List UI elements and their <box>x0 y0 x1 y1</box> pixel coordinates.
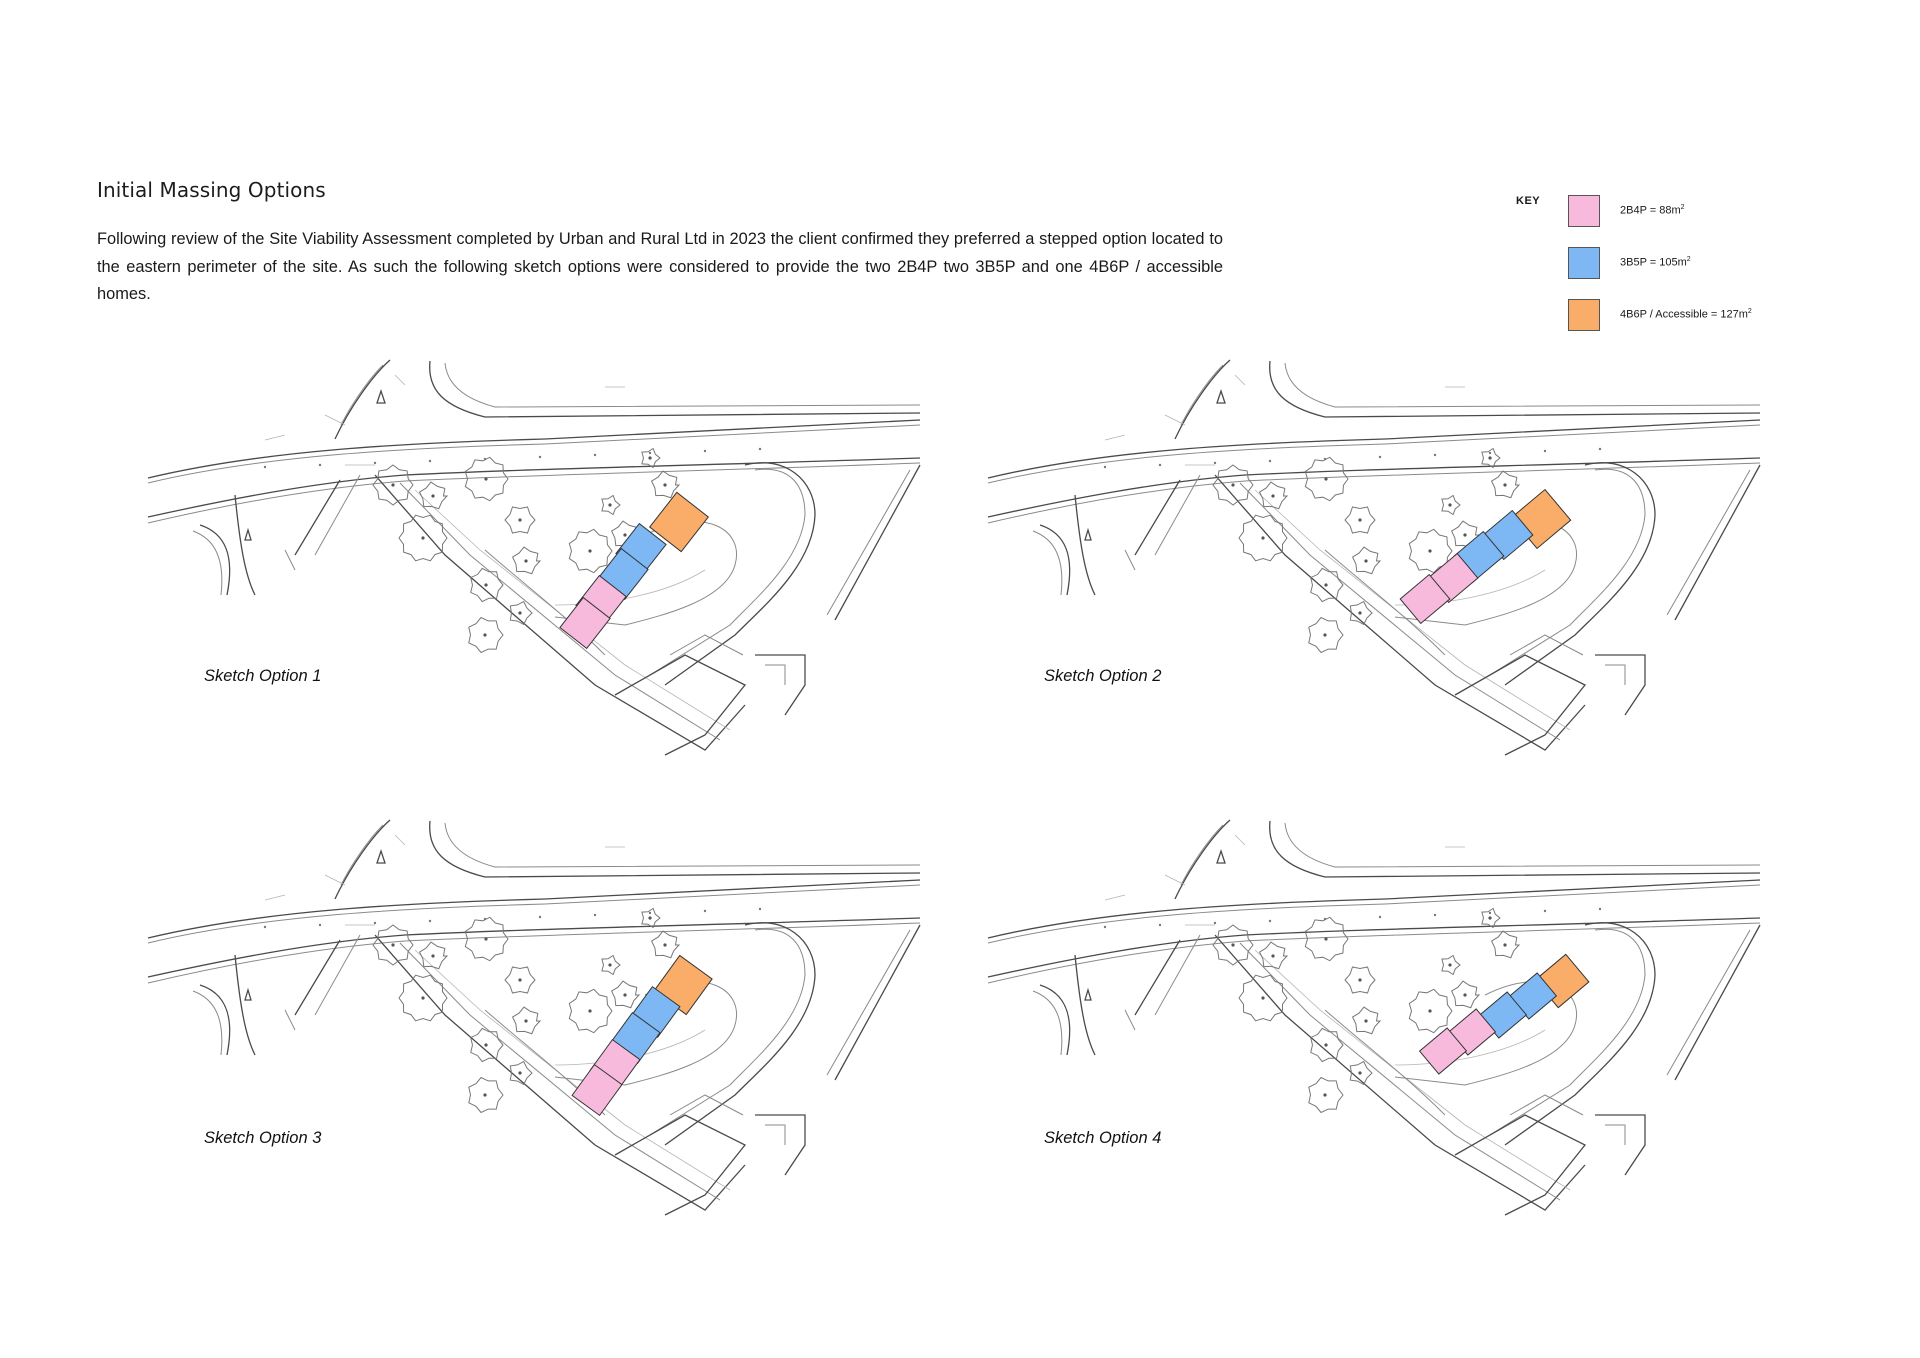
plan-line <box>1490 469 1645 675</box>
key-item-2b4p <box>1568 195 1828 227</box>
tree-trunk-icon <box>1323 633 1326 636</box>
plan-line <box>1605 1125 1625 1145</box>
tree-trunk-icon <box>1488 456 1491 459</box>
tree-trunk-icon <box>391 483 394 486</box>
tree-trunk-icon <box>431 954 434 957</box>
tree-trunk-icon <box>1358 518 1361 521</box>
plan-line <box>835 465 920 620</box>
tree-trunk-icon <box>1503 483 1506 486</box>
key-label-3b5p: $3B5P = 105m^2$ <box>1620 256 1691 269</box>
tree-trunk-icon <box>1488 916 1491 919</box>
site-plan-drawing <box>985 355 1765 775</box>
tree-trunk-icon <box>1448 503 1451 506</box>
site-linework <box>148 820 920 1215</box>
marker-icon <box>377 391 385 403</box>
tree-trunk-icon <box>483 633 486 636</box>
caption-option-1: Sketch Option 1 <box>204 667 322 685</box>
road-dot <box>759 448 761 450</box>
road-dot <box>264 466 266 468</box>
road-dot <box>1434 914 1436 916</box>
plan-line <box>1675 925 1760 1080</box>
plan-line <box>755 1115 805 1175</box>
plan-line <box>670 635 743 655</box>
plan-line <box>1125 550 1135 570</box>
tree-trunk-icon <box>1364 559 1367 562</box>
road-dot <box>1489 452 1491 454</box>
plan-line <box>1155 935 1200 1015</box>
tree-trunk-icon <box>1448 963 1451 966</box>
marker-icon <box>245 530 251 540</box>
tree-trunk-icon <box>524 559 527 562</box>
plan-line <box>1455 1115 1585 1215</box>
marker-icon <box>1217 391 1225 403</box>
road-dot <box>759 908 761 910</box>
tree-trunk-icon <box>1324 1043 1327 1046</box>
road-dot <box>319 924 321 926</box>
road-dot <box>1544 910 1546 912</box>
tree-trunk-icon <box>1324 937 1327 940</box>
plan-line <box>315 935 360 1015</box>
tree-trunk-icon <box>623 993 626 996</box>
marker-icon <box>1085 990 1091 1000</box>
orange-swatch-icon <box>1568 299 1600 331</box>
plan-line <box>1040 525 1070 595</box>
road-dot <box>1214 922 1216 924</box>
site-plan-option-3 <box>145 815 925 1235</box>
plan-line <box>1235 375 1245 385</box>
key-label-2b4p: $2B4P = 88m^2$ <box>1620 204 1685 217</box>
tree-trunk-icon <box>518 1071 521 1074</box>
plan-line <box>1510 1095 1583 1115</box>
plan-line <box>285 1010 295 1030</box>
tree-trunk-icon <box>648 456 651 459</box>
marker-icon <box>377 851 385 863</box>
plan-line <box>235 495 255 595</box>
plan-line <box>1285 823 1760 867</box>
plan-line <box>1175 360 1230 439</box>
road-dot <box>594 914 596 916</box>
tree-trunk-icon <box>1463 993 1466 996</box>
plan-line <box>193 991 222 1055</box>
road-dot <box>1269 460 1271 462</box>
tree-trunk-icon <box>524 1019 527 1022</box>
tree-trunk-icon <box>623 533 626 536</box>
road-dot <box>704 450 706 452</box>
plan-line <box>200 525 230 595</box>
marker-icon <box>245 990 251 1000</box>
road-dot <box>1104 466 1106 468</box>
road-dot <box>539 916 541 918</box>
plan-line <box>1165 875 1185 885</box>
plan-line <box>1595 655 1645 715</box>
massing-blocks <box>1400 490 1571 624</box>
tree-trunk-icon <box>391 943 394 946</box>
plan-line <box>193 531 222 595</box>
plan-line <box>445 363 920 407</box>
plan-line <box>1075 955 1095 1055</box>
tree-trunk-icon <box>1358 611 1361 614</box>
plan-line <box>827 930 910 1075</box>
plan-line <box>395 835 405 845</box>
road-dot <box>704 910 706 912</box>
road-dot <box>649 452 651 454</box>
tree-trunk-icon <box>431 494 434 497</box>
plan-line <box>1033 531 1062 595</box>
site-plan-option-2 <box>985 355 1765 775</box>
road-dot <box>1104 926 1106 928</box>
plan-line <box>1155 475 1200 555</box>
site-plan-drawing <box>145 815 925 1235</box>
plan-line <box>148 425 920 483</box>
plan-line <box>285 550 295 570</box>
road-dot <box>319 464 321 466</box>
site-linework <box>988 820 1760 1215</box>
tree-trunk-icon <box>518 611 521 614</box>
plan-line <box>1325 1010 1445 1115</box>
plan-line <box>315 475 360 555</box>
plan-line <box>827 470 910 615</box>
plan-line <box>1033 991 1062 1055</box>
tree-trunk-icon <box>1231 943 1234 946</box>
tree-trunk-icon <box>1463 533 1466 536</box>
plan-line <box>988 425 1760 483</box>
tree-trunk-icon <box>1323 1093 1326 1096</box>
tree-trunk-icon <box>588 1009 591 1012</box>
plan-line <box>1595 1115 1645 1175</box>
plan-line <box>430 821 920 877</box>
plan-line <box>1510 635 1583 655</box>
tree-trunk-icon <box>648 916 651 919</box>
road-dot <box>1489 912 1491 914</box>
trees <box>1213 909 1519 1113</box>
road-dot <box>1434 454 1436 456</box>
plan-line <box>988 923 1760 983</box>
tree-trunk-icon <box>484 583 487 586</box>
plan-line <box>1105 435 1125 440</box>
plan-line <box>148 885 920 943</box>
blue-swatch-icon <box>1568 247 1600 279</box>
tree-trunk-icon <box>588 549 591 552</box>
road-dot <box>429 460 431 462</box>
plan-line <box>325 415 345 425</box>
massing-blocks <box>1420 954 1589 1074</box>
plan-line <box>765 665 785 685</box>
plan-line <box>335 820 390 899</box>
road-dot <box>1159 464 1161 466</box>
page-title: Initial Massing Options <box>97 178 326 202</box>
tree-trunk-icon <box>1503 943 1506 946</box>
massing-blocks <box>560 492 708 648</box>
plan-line <box>765 1125 785 1145</box>
site-linework <box>148 360 920 755</box>
plan-line <box>1040 985 1070 1055</box>
site-plan-option-4 <box>985 815 1765 1235</box>
tree-trunk-icon <box>518 978 521 981</box>
caption-option-2: Sketch Option 2 <box>1044 667 1162 685</box>
plan-line <box>1135 940 1180 1015</box>
tree-trunk-icon <box>518 518 521 521</box>
plan-line <box>235 955 255 1055</box>
plan-line <box>615 655 745 755</box>
road-dot <box>374 462 376 464</box>
tree-trunk-icon <box>663 943 666 946</box>
tree-trunk-icon <box>1358 1071 1361 1074</box>
plan-line <box>1215 935 1585 1210</box>
tree-trunk-icon <box>1271 494 1274 497</box>
plan-line <box>1605 665 1625 685</box>
tree-trunk-icon <box>484 937 487 940</box>
plan-line <box>395 375 405 385</box>
tree-trunk-icon <box>1271 954 1274 957</box>
plan-line <box>148 923 920 983</box>
site-linework <box>988 360 1760 755</box>
tree-trunk-icon <box>1428 549 1431 552</box>
caption-option-4: Sketch Option 4 <box>1044 1129 1162 1147</box>
trees <box>373 909 679 1113</box>
plan-line <box>335 360 390 439</box>
plan-line <box>200 985 230 1055</box>
marker-icon <box>1085 530 1091 540</box>
plan-line <box>1270 361 1760 417</box>
key-item-3b5p <box>1568 247 1828 279</box>
site-plan-option-1 <box>145 355 925 775</box>
tree-trunk-icon <box>1261 996 1264 999</box>
tree-trunk-icon <box>1324 477 1327 480</box>
road-dot <box>429 920 431 922</box>
road-dot <box>1379 916 1381 918</box>
key-item-4b6p <box>1568 299 1828 331</box>
plan-line <box>988 885 1760 943</box>
plan-line <box>295 940 340 1015</box>
plan-line <box>1667 470 1750 615</box>
plan-line <box>325 875 345 885</box>
tree-trunk-icon <box>1324 583 1327 586</box>
intro-paragraph: Following review of the Site Viability Assessment completed by Urban and Rural Ltd in 2023 the client confirmed they preferred a stepped option located to the eastern perimeter of the site. As such the following sketch options were considered to provide the two 2B4P two 3B5P and one 4B6P / accessible homes. <box>97 230 1223 303</box>
road-dot <box>1544 450 1546 452</box>
plan-line <box>445 823 920 867</box>
tree-trunk-icon <box>663 483 666 486</box>
tree-trunk-icon <box>421 996 424 999</box>
plan-line <box>1175 820 1230 899</box>
marker-icon <box>1217 851 1225 863</box>
plan-line <box>1235 835 1245 845</box>
plan-line <box>1455 655 1585 755</box>
plan-line <box>835 925 920 1080</box>
tree-trunk-icon <box>484 477 487 480</box>
tree-trunk-icon <box>1428 1009 1431 1012</box>
plan-line <box>1285 363 1760 407</box>
road-dot <box>264 926 266 928</box>
key-title: KEY <box>1516 195 1541 207</box>
plan-line <box>1675 465 1760 620</box>
plan-line <box>148 463 920 523</box>
plan-line <box>295 480 340 555</box>
road-dot <box>374 922 376 924</box>
plan-line <box>1125 1010 1135 1030</box>
key-legend <box>1516 195 1816 345</box>
plan-line <box>988 463 1760 523</box>
key-label-4b6p: 4B6P / Accessible = $127m^2$ <box>1620 308 1752 321</box>
plan-line <box>1270 821 1760 877</box>
plan-line <box>650 929 805 1135</box>
road-dot <box>1214 462 1216 464</box>
road-dot <box>649 912 651 914</box>
road-dot <box>1159 924 1161 926</box>
plan-line <box>670 1095 743 1115</box>
plan-line <box>430 361 920 417</box>
tree-trunk-icon <box>1261 536 1264 539</box>
tree-trunk-icon <box>1231 483 1234 486</box>
road-dot <box>594 454 596 456</box>
road-dot <box>1599 908 1601 910</box>
tree-trunk-icon <box>1364 1019 1367 1022</box>
massing-blocks <box>572 955 712 1115</box>
road-dot <box>1269 920 1271 922</box>
plan-line <box>1165 415 1185 425</box>
plan-line <box>1667 930 1750 1075</box>
road-dot <box>539 456 541 458</box>
plan-line <box>755 655 805 715</box>
plan-line <box>1075 495 1095 595</box>
road-dot <box>1599 448 1601 450</box>
plan-line <box>615 1115 745 1215</box>
site-plan-drawing <box>145 355 925 775</box>
tree-trunk-icon <box>608 503 611 506</box>
caption-option-3: Sketch Option 3 <box>204 1129 322 1147</box>
tree-trunk-icon <box>608 963 611 966</box>
pink-swatch-icon <box>1568 195 1600 227</box>
road-dot <box>1379 456 1381 458</box>
plan-line <box>1135 480 1180 555</box>
tree-trunk-icon <box>1358 978 1361 981</box>
tree-trunk-icon <box>483 1093 486 1096</box>
tree-trunk-icon <box>484 1043 487 1046</box>
plan-line <box>1105 895 1125 900</box>
tree-trunk-icon <box>421 536 424 539</box>
plan-line <box>265 895 285 900</box>
site-plan-drawing <box>985 815 1765 1235</box>
plan-line <box>265 435 285 440</box>
